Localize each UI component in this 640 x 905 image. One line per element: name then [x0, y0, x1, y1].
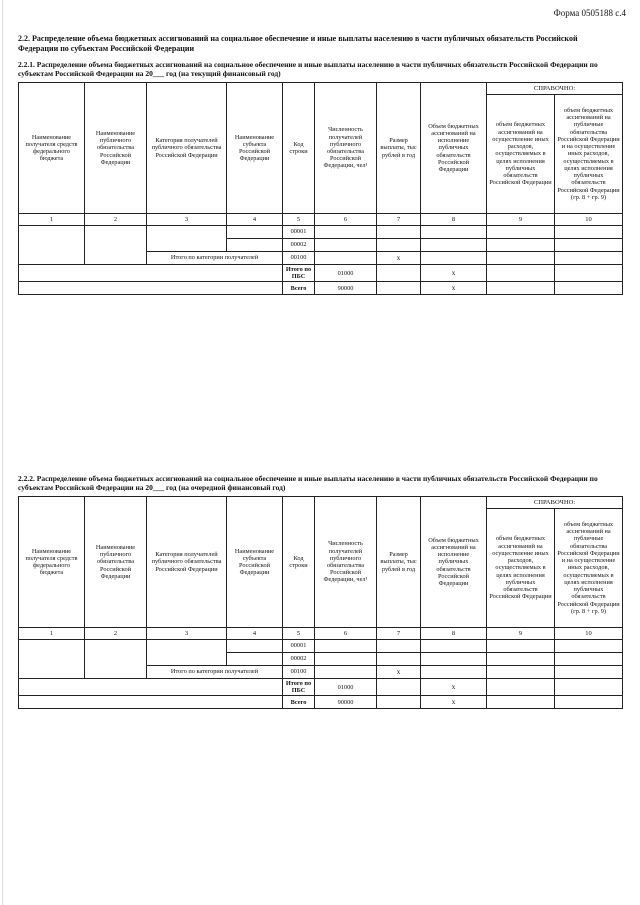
row-code: 00002 — [283, 653, 315, 666]
cell-value[interactable] — [555, 640, 623, 653]
cell-value[interactable] — [377, 282, 421, 295]
total-pbs-row — [19, 679, 623, 696]
x-mark: x — [377, 252, 421, 265]
cell-obligation[interactable] — [85, 640, 147, 679]
col-header-other-expenses: объем бюджетных ассигнований на осуществление иных расходов, осуществляемых в целях исполнения публичных обязательств Российской Федерации — [487, 509, 555, 628]
x-mark: x — [421, 679, 487, 696]
distribution-table-current-year — [18, 82, 623, 295]
distribution-table-next-year — [18, 496, 623, 709]
table-row — [19, 226, 623, 239]
grand-total-row — [19, 696, 623, 709]
col-number: 4 — [227, 628, 283, 640]
cell-category[interactable] — [147, 640, 227, 666]
cell-value[interactable] — [421, 226, 487, 239]
col-number: 2 — [85, 214, 147, 226]
cell-value[interactable] — [487, 653, 555, 666]
cell-value[interactable] — [315, 239, 377, 252]
row-code: 00001 — [283, 640, 315, 653]
col-number: 7 — [377, 628, 421, 640]
row-code: 01000 — [315, 265, 377, 282]
cell-value[interactable] — [377, 679, 421, 696]
col-header-recipients-count: Численность получателей публичного обязательства Российской Федерации, чел¹ — [315, 497, 377, 628]
col-header-allocation: Объем бюджетных ассигнований на исполнение публичных обязательств Российской Федерации — [421, 83, 487, 214]
total-category-label: Итого по категории получателей — [147, 666, 283, 679]
col-header-region: Наименование субъекта Российской Федерации — [227, 497, 283, 628]
row-code: 01000 — [315, 679, 377, 696]
col-header-category: Категория получателей публичного обязательства Российской Федерации — [147, 83, 227, 214]
cell-value[interactable] — [487, 666, 555, 679]
subsection-title-next-year: 2.2.2. Распределение объема бюджетных ассигнований на социальное обеспечение и иные выплаты населению в части публичных обязательств Российской Федерации по субъектам Российской Федерации на 20___ год (на очередной финансовый год) — [18, 474, 598, 493]
col-header-row-code: Код строки — [283, 497, 315, 628]
col-header-row-code: Код строки — [283, 83, 315, 214]
col-number: 10 — [555, 628, 623, 640]
cell-recipient[interactable] — [19, 640, 85, 679]
scan-edge — [2, 0, 3, 905]
col-header-allocation: Объем бюджетных ассигнований на исполнение публичных обязательств Российской Федерации — [421, 497, 487, 628]
cell-value[interactable] — [377, 265, 421, 282]
cell-value[interactable] — [487, 282, 555, 295]
grand-total-label: Всего — [283, 282, 315, 295]
col-header-region: Наименование субъекта Российской Федерации — [227, 83, 283, 214]
col-number: 6 — [315, 628, 377, 640]
cell-region[interactable] — [227, 239, 283, 252]
col-header-recipients-count: Численность получателей публичного обязательства Российской Федерации, чел¹ — [315, 83, 377, 214]
cell-value[interactable] — [421, 666, 487, 679]
cell-region[interactable] — [227, 226, 283, 239]
col-number: 1 — [19, 214, 85, 226]
row-code: 00002 — [283, 239, 315, 252]
grand-total-label: Всего — [283, 696, 315, 709]
col-header-obligation: Наименование публичного обязательства Российской Федерации — [85, 83, 147, 214]
cell-value[interactable] — [487, 226, 555, 239]
row-code: 00100 — [283, 252, 315, 265]
col-number: 8 — [421, 214, 487, 226]
reference-label: СПРАВОЧНО: — [487, 497, 623, 509]
col-number: 1 — [19, 628, 85, 640]
reference-label: СПРАВОЧНО: — [487, 83, 623, 95]
cell-value[interactable] — [487, 239, 555, 252]
col-header-payment-size: Размер выплаты, тыс рублей в год — [377, 83, 421, 214]
col-header-recipient: Наименование получателя средств федерального бюджета — [19, 497, 85, 628]
cell-region[interactable] — [227, 640, 283, 653]
cell-value[interactable] — [377, 640, 421, 653]
col-header-total-allocation: объем бюджетных ассигнований на публичные обязательства Российской Федерации и на осуществление иных расходов, осуществляемых в целях исполнения публичных обязательств Российской Федерации (гр. 8 + гр. 9) — [555, 95, 623, 214]
cell-region[interactable] — [227, 653, 283, 666]
cell-value[interactable] — [315, 640, 377, 653]
col-number: 5 — [283, 214, 315, 226]
col-number: 4 — [227, 214, 283, 226]
col-header-obligation: Наименование публичного обязательства Российской Федерации — [85, 497, 147, 628]
row-code: 90000 — [315, 696, 377, 709]
grand-total-row — [19, 282, 623, 295]
cell-value[interactable] — [377, 653, 421, 666]
x-mark: x — [421, 265, 487, 282]
cell-value[interactable] — [377, 226, 421, 239]
col-number: 8 — [421, 628, 487, 640]
col-header-total-allocation: объем бюджетных ассигнований на публичные обязательства Российской Федерации и на осуществление иных расходов, осуществляемых в целях исполнения публичных обязательств Российской Федерации (гр. 8 + гр. 9) — [555, 509, 623, 628]
form-code: Форма 0505188 с.4 — [553, 8, 626, 18]
col-header-other-expenses: объем бюджетных ассигнований на осуществление иных расходов, осуществляемых в целях исполнения публичных обязательств Российской Федерации — [487, 95, 555, 214]
cell-value[interactable] — [487, 252, 555, 265]
x-mark: x — [377, 666, 421, 679]
cell-value[interactable] — [315, 666, 377, 679]
cell-value[interactable] — [487, 696, 555, 709]
total-category-label: Итого по категории получателей — [147, 252, 283, 265]
cell-value[interactable] — [315, 226, 377, 239]
cell-value[interactable] — [421, 653, 487, 666]
cell-value[interactable] — [421, 640, 487, 653]
cell-value[interactable] — [555, 226, 623, 239]
x-mark: x — [421, 282, 487, 295]
cell-value[interactable] — [487, 640, 555, 653]
col-number: 6 — [315, 214, 377, 226]
cell-value[interactable] — [377, 696, 421, 709]
cell-value[interactable] — [487, 679, 555, 696]
cell-value[interactable] — [555, 696, 623, 709]
cell-value[interactable] — [555, 265, 623, 282]
x-mark: x — [421, 696, 487, 709]
cell-value[interactable] — [421, 239, 487, 252]
cell-value[interactable] — [555, 666, 623, 679]
col-number: 3 — [147, 628, 227, 640]
cell-value[interactable] — [555, 679, 623, 696]
col-header-recipient: Наименование получателя средств федерального бюджета — [19, 83, 85, 214]
col-number: 9 — [487, 214, 555, 226]
cell-value[interactable] — [315, 653, 377, 666]
cell-value[interactable] — [487, 265, 555, 282]
cell-category[interactable] — [147, 226, 227, 252]
cell-value[interactable] — [555, 239, 623, 252]
total-pbs-label: Итого по ПБС — [283, 265, 315, 282]
cell-value[interactable] — [377, 239, 421, 252]
col-header-category: Категория получателей публичного обязательства Российской Федерации — [147, 497, 227, 628]
row-code: 00001 — [283, 226, 315, 239]
cell-recipient[interactable] — [19, 226, 85, 265]
total-pbs-label: Итого по ПБС — [283, 679, 315, 696]
row-code: 90000 — [315, 282, 377, 295]
cell-value[interactable] — [315, 252, 377, 265]
cell-obligation[interactable] — [85, 226, 147, 265]
col-number: 5 — [283, 628, 315, 640]
table-row — [19, 640, 623, 653]
total-pbs-row — [19, 265, 623, 282]
col-header-payment-size: Размер выплаты, тыс рублей в год — [377, 497, 421, 628]
row-code: 00100 — [283, 666, 315, 679]
col-number: 7 — [377, 214, 421, 226]
subsection-title-current-year: 2.2.1. Распределение объема бюджетных ассигнований на социальное обеспечение и иные выплаты населению в части публичных обязательств Российской Федерации по субъектам Российской Федерации на 20___ год (на текущий финансовый год) — [18, 60, 598, 79]
col-number: 10 — [555, 214, 623, 226]
section-heading: 2.2. Распределение объема бюджетных ассигнований на социальное обеспечение и иные выплаты населению в части публичных обязательств Российской Федерации по субъектам Российской Федерации — [18, 34, 578, 53]
col-number: 2 — [85, 628, 147, 640]
col-number: 3 — [147, 214, 227, 226]
cell-value[interactable] — [555, 653, 623, 666]
col-number: 9 — [487, 628, 555, 640]
cell-value[interactable] — [421, 252, 487, 265]
cell-value[interactable] — [555, 282, 623, 295]
cell-value[interactable] — [555, 252, 623, 265]
